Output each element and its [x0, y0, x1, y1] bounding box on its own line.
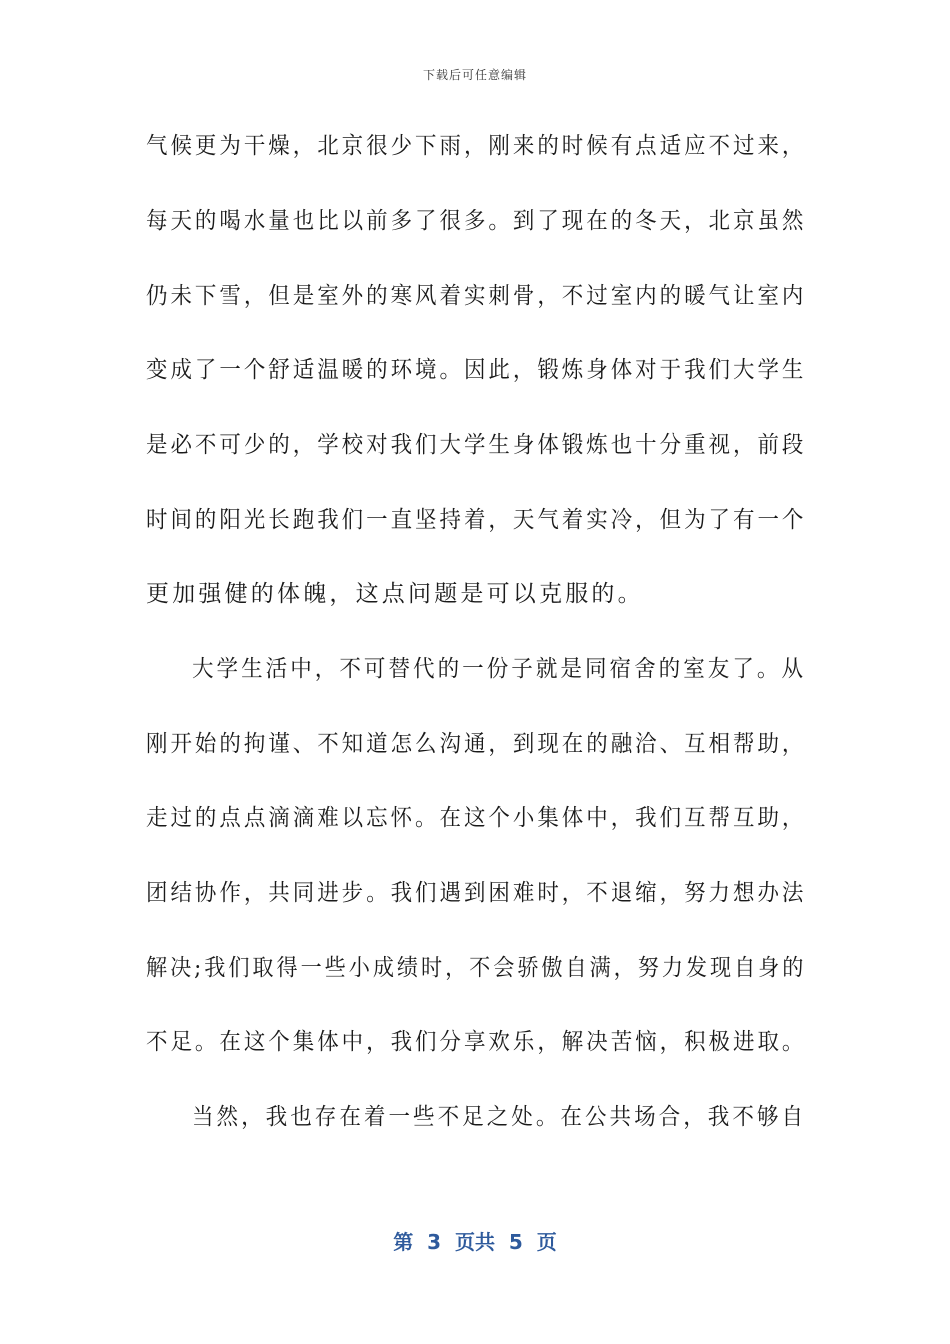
- page-number: 第 3 页共 5 页: [393, 1230, 557, 1254]
- text-line: 解决;我们取得一些小成绩时，不会骄傲自满，努力发现自身的: [146, 955, 807, 981]
- text-line: 当然，我也存在着一些不足之处。在公共场合，我不够自: [192, 1104, 806, 1130]
- text-line: 不足。在这个集体中，我们分享欢乐，解决苦恼，积极进取。: [146, 1029, 807, 1055]
- text-line: 气候更为干燥，北京很少下雨，刚来的时候有点适应不过来，: [146, 133, 807, 159]
- text-line: 大学生活中，不可替代的一份子就是同宿舍的室友了。从: [192, 656, 806, 682]
- text-line: 团结协作，共同进步。我们遇到困难时，不退缩，努力想办法: [146, 880, 807, 906]
- text-line: 每天的喝水量也比以前多了很多。到了现在的冬天，北京虽然: [146, 208, 807, 234]
- page-header: 下载后可任意编辑: [422, 68, 527, 82]
- text-line: 变成了一个舒适温暖的环境。因此，锻炼身体对于我们大学生: [146, 357, 807, 383]
- text-line: 更加强健的体魄，这点问题是可以克服的。: [146, 581, 644, 607]
- text-line: 是必不可少的，学校对我们大学生身体锻炼也十分重视，前段: [146, 432, 807, 458]
- text-line: 时间的阳光长跑我们一直坚持着，天气着实冷，但为了有一个: [146, 507, 807, 533]
- text-line: 仍未下雪，但是室外的寒风着实刺骨，不过室内的暖气让室内: [146, 283, 807, 309]
- text-line: 走过的点点滴滴难以忘怀。在这个小集体中，我们互帮互助，: [146, 805, 807, 831]
- text-line: 刚开始的拘谨、不知道怎么沟通，到现在的融洽、互相帮助，: [146, 731, 807, 757]
